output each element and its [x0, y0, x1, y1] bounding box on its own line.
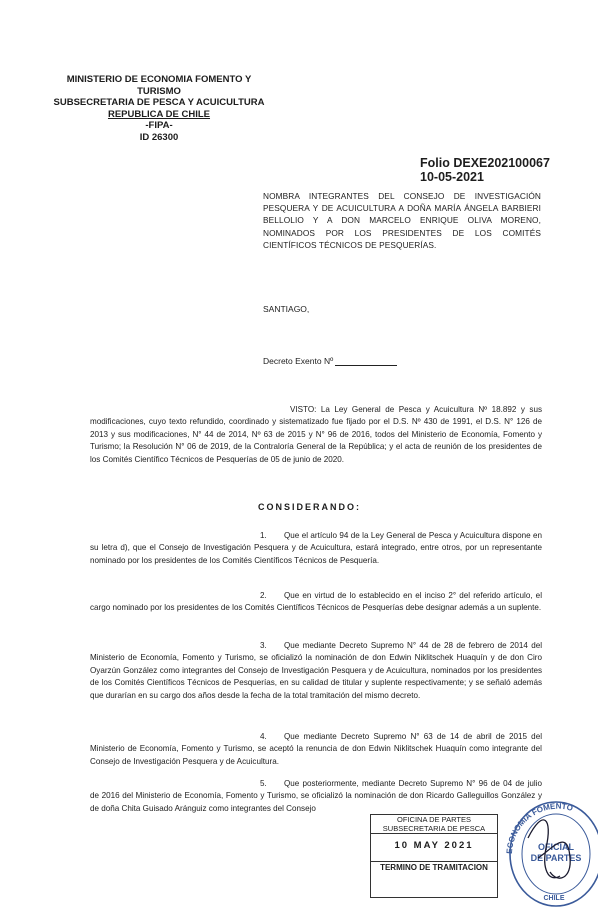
folio-block [420, 156, 550, 184]
item-text: Que el artículo 94 de la Ley General de Pesca y Acuicultura dispone en su letra d), que el Consejo de Investigación Pesquera y de Acuicultura, estará integrado, entre otros, por un representante nominado por los presidentes de los Comités Científicos Técnicos de Pesquería. [90, 531, 542, 565]
reception-stamp [370, 814, 498, 898]
considerando-item-1 [90, 530, 542, 567]
item-number: 4. [260, 732, 267, 741]
folio-number: Folio DEXE202100067 [420, 156, 550, 170]
header-subsecretaria: SUBSECRETARIA DE PESCA Y ACUICULTURA [53, 97, 265, 108]
header-republica: REPUBLICA DE CHILE [107, 108, 211, 120]
decree-number-field [263, 356, 397, 366]
considerando-heading: CONSIDERANDO: [258, 502, 362, 512]
considerando-item-3 [90, 640, 542, 702]
considerando-item-4 [90, 731, 542, 768]
considerando-item-5 [90, 778, 542, 815]
decree-label: Decreto Exento Nº [263, 356, 334, 366]
city-label: SANTIAGO, [263, 304, 310, 314]
stamp-date: 10 MAY 2021 [394, 840, 474, 851]
item-text: Que mediante Decreto Supremo N° 44 de 28 de febrero de 2014 del Ministerio de Economía, Fomento y Turismo, se oficializó la nominación de don Edwin Niklitschek Huaquín y de don Ciro Oyarzún González como integrantes del Consejo de Investigación Pesquera y de Acuicultura, nominados por los presidentes de los Comités Científicos Técnicos de Pesquerías, en su calidad de titular y suplente respectivamente; y se señaló además que durarían en su cargo dos años desde la fecha de la total tramitación del mismo decreto. [90, 641, 542, 700]
stamp-footer: TERMINO DE TRAMITACION [380, 863, 488, 872]
decree-title: NOMBRA INTEGRANTES DEL CONSEJO DE INVESTIGACIÓN PESQUERA Y DE ACUICULTURA A DOÑA MARÍA ÁNGELA BARBIERI BELLOLIO Y A DON MARCELO ENRIQUE OLIVA MORENO, NOMINADOS POR LOS PRESIDENTES DE LOS COMITÉS CIENTÍFICOS TÉCNICOS DE PESQUERÍAS. [263, 191, 541, 250]
item-number: 2. [260, 591, 267, 600]
visto-text: VISTO: La Ley General de Pesca y Acuicultura Nº 18.892 y sus modificaciones, cuyo texto refundido, coordinado y sistematizado fue fijado por el D.S. Nº 430 de 1991, el D.S. N° 126 de 2013 y sus modificaciones, N° 44 de 2014, Nº 63 de 2015 y N° 96 de 2016, todos del Ministerio de Economía, Fomento y Turismo; la Resolución N° 06 de 2019, de la Contraloría General de la República; y el acta de reunión de los presidentes de los Comités Científico Técnicos de Pesquerías de 05 de junio de 2020. [90, 405, 542, 464]
item-number: 3. [260, 641, 267, 650]
item-number: 5. [260, 779, 267, 788]
seal-bottom-text: CHILE [543, 895, 565, 902]
item-text: Que mediante Decreto Supremo N° 63 de 14 de abril de 2015 del Ministerio de Economía, Fomento y Turismo, se aceptó la renuncia de don Edwin Niklitschek Huaquín como integrante del Consejo de Investigación Pesquera y de Acuicultura. [90, 732, 542, 766]
folio-date: 10-05-2021 [420, 170, 484, 184]
ministry-header [44, 74, 274, 143]
header-id: ID 26300 [139, 131, 179, 143]
seal-graphic [498, 788, 598, 912]
stamp-office: OFICINA DE PARTES [397, 815, 471, 824]
official-seal [498, 788, 598, 912]
header-ministry: MINISTERIO DE ECONOMIA FOMENTO Y TURISMO [66, 74, 252, 97]
item-text: Que posteriormente, mediante Decreto Supremo N° 96 de 04 de julio de 2016 del Ministerio de Economía, Fomento y Turismo, se oficializó la nominación de don Ricardo Galleguillos González y de doña Chita Guisado Aránguiz como integrantes del Consejo [90, 779, 542, 813]
seal-center-1: OFICIAL [538, 842, 574, 852]
decree-number-blank [335, 357, 397, 366]
considerando-item-2 [90, 590, 542, 615]
item-number: 1. [260, 531, 267, 540]
item-text: Que en virtud de lo establecido en el inciso 2° del referido artículo, el cargo nominado por los presidentes de los Comités Científicos Técnicos de Pesquerías debe designar además a un suplente. [90, 591, 542, 613]
seal-center-2: DE PARTES [530, 853, 582, 863]
visto-paragraph [90, 404, 542, 466]
seal-top-text: ECONOMIA FOMENTO [504, 801, 574, 855]
stamp-subsecretaria: SUBSECRETARIA DE PESCA [382, 824, 486, 833]
header-fipa: -FIPA- [145, 120, 173, 131]
